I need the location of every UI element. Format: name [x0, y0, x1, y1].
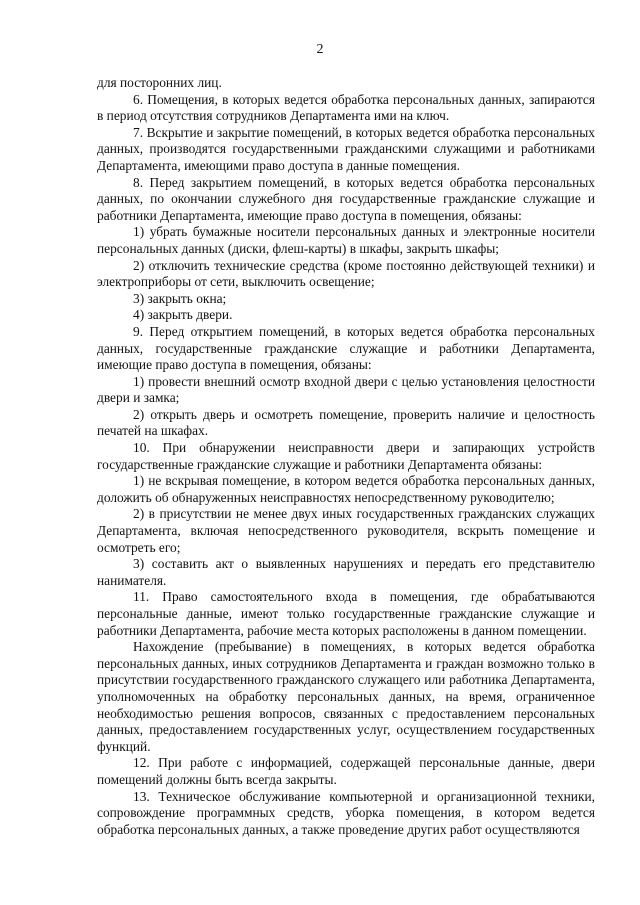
list-item: 3) закрыть окна; [133, 290, 227, 306]
paragraph: 8. Перед закрытием помещений, в которых ведется обработка персональных данных, по окончании служебного дня государственные гражданские служащие и работники Департамента, имеющие право доступа в помещения, обязаны: [97, 174, 595, 223]
paragraph: 11. Право самостоятельного входа в помещения, где обрабатываются персональные данные, имеют только государственные гражданские служащие и работники Департамента, рабочие места которых расположены в данном помещении. [97, 589, 595, 638]
paragraph: 7. Вскрытие и закрытие помещений, в которых ведется обработка персональных данных, производятся государственными гражданскими служащими и работниками Департамента, имеющими право доступа в данные помещения. [97, 124, 595, 173]
list-item: 2) открыть дверь и осмотреть помещение, проверить наличие и целостность печатей на шкафах. [97, 406, 595, 439]
list-item: 1) убрать бумажные носители персональных данных и электронные носители персональных данных (диски, флеш-карты) в шкафы, закрыть шкафы; [97, 224, 595, 256]
paragraph: для посторонних лиц. [97, 75, 222, 90]
paragraph: 9. Перед открытием помещений, в которых ведется обработка персональных данных, государственные гражданские служащие и работники Департамента, имеющие право доступа в помещения, обязаны: [97, 323, 595, 373]
list-item: 2) отключить технические средства (кроме постоянно действующей техники) и электроприборы от сети, выключить освещение; [97, 257, 595, 290]
document-body [97, 75, 595, 838]
page-number: 2 [316, 42, 324, 57]
list-item: 4) закрыть двери. [133, 307, 233, 323]
paragraph: 10. При обнаружении неисправности двери и запирающих устройств государственные гражданские служащие и работники Департамента обязаны: [97, 440, 595, 472]
list-item: 1) провести внешний осмотр входной двери с целью установления целостности двери и замка; [97, 373, 595, 406]
list-item: 1) не вскрывая помещение, в котором ведется обработка персональных данных, доложить об обнаруженных неисправностях непосредственному руководителю; [97, 473, 595, 505]
list-item: 3) составить акт о выявленных нарушениях и передать его представителю нанимателя. [97, 556, 595, 588]
paragraph: 13. Техническое обслуживание компьютерной и организационной техники, сопровождение программных средств, уборка помещения, в котором ведется обработка персональных данных, а также проведение других работ осуществляются [97, 788, 595, 837]
paragraph: 6. Помещения, в которых ведется обработка персональных данных, запираются в период отсутствия сотрудников Департамента ими на ключ. [97, 91, 595, 124]
list-item: 2) в присутствии не менее двух иных государственных гражданских служащих Департамента, включая непосредственного руководителя, вскрыть помещение и осмотреть его; [97, 506, 595, 555]
paragraph: 12. При работе с информацией, содержащей персональные данные, двери помещений должны быть всегда закрыты. [97, 755, 595, 787]
paragraph: Нахождение (пребывание) в помещениях, в которых ведется обработка персональных данных, иных сотрудников Департамента и граждан возможно только в присутствии государственного гражданского служащего или работника Департамента, уполномоченных на обработку персональных данных, на время, ограниченное необходимостью решения вопросов, связанных с предоставлением персональных данных, предоставлением государственных услуг, осуществлением государственных функций. [97, 639, 595, 754]
